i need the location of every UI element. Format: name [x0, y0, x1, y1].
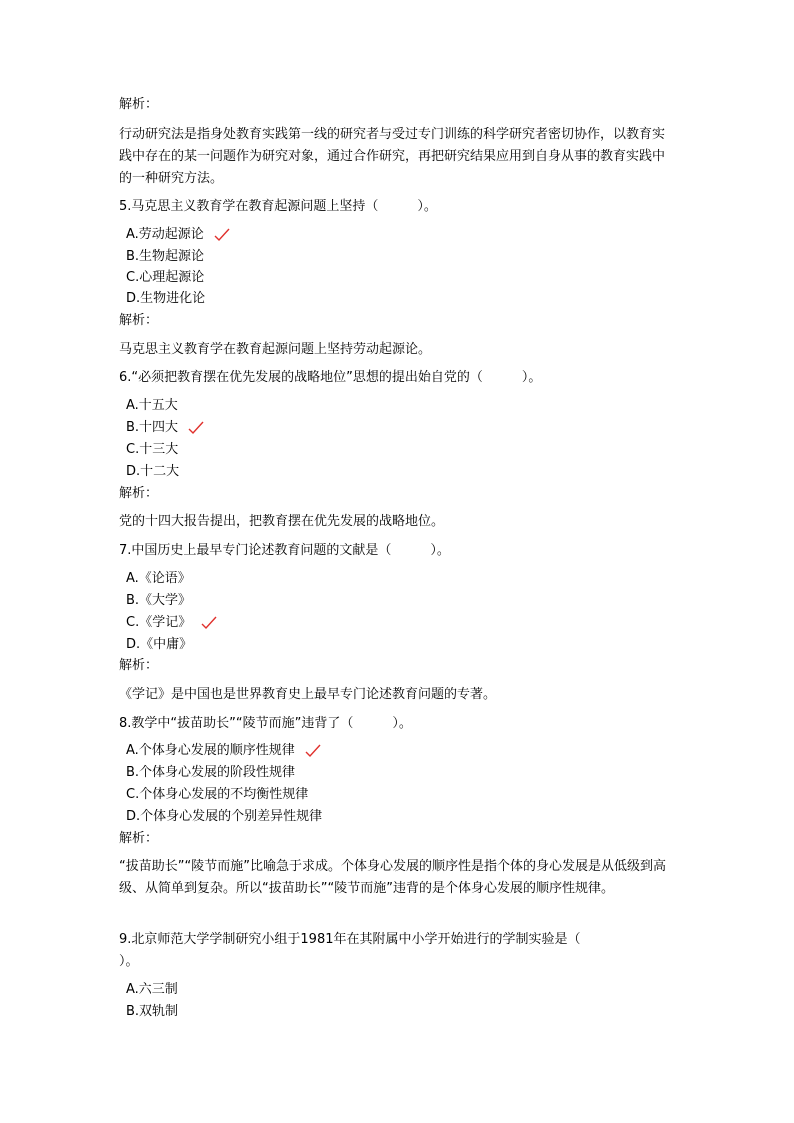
q6-option-b-text: B.十四大	[126, 420, 179, 435]
analysis-label-6: 解析：	[119, 486, 159, 501]
analysis-text-4: 行动研究法是指身处教育实践第一线的研究者与受过专门训练的科学研究者密切协作，以教育实践中存在的某一问题作为研究对象，通过合作研究，再把研究结果应用到自身从事的教育实践中的一种研究方法。	[119, 127, 666, 186]
q8-option-a	[126, 743, 321, 759]
q6-option-c: C.十三大	[126, 442, 179, 457]
q7-option-b: B.《大学》	[126, 593, 192, 608]
q9-option-b: B.双轨制	[126, 1004, 179, 1019]
question-5: 5.马克思主义教育学在教育起源问题上坚持（ ）。	[119, 199, 437, 214]
analysis-text-7: 《学记》是中国也是世界教育史上最早专门论述教育问题的专著。	[119, 687, 497, 702]
analysis-label-4: 解析：	[119, 97, 159, 112]
question-6: 6.“必须把教育摆在优先发展的战略地位”思想的提出始自党的（ ）。	[119, 370, 542, 385]
q5-option-d: D.生物进化论	[126, 291, 206, 306]
q9-option-a: A.六三制	[126, 982, 178, 997]
q8-option-d: D.个体身心发展的个别差异性规律	[126, 809, 323, 824]
q5-option-a	[126, 227, 230, 243]
question-9-line-1: 9.北京师范大学学制研究小组于1981年在其附属中小学开始进行的学制实验是（	[119, 932, 581, 947]
checkmark-icon	[201, 616, 217, 630]
analysis-text-8: “拔苗助长”“陵节而施”比喻急于求成。个体身心发展的顺序性是指个体的身心发展是从低级到高级、从简单到复杂。所以“拔苗助长”“陵节而施”违背的是个体身心发展的顺序性规律。	[119, 859, 666, 896]
checkmark-icon	[214, 228, 230, 242]
checkmark-icon	[305, 744, 321, 758]
analysis-label-8: 解析：	[119, 831, 159, 846]
checkmark-icon	[188, 421, 204, 435]
q7-option-a: A.《论语》	[126, 571, 191, 586]
q7-option-d: D.《中庸》	[126, 637, 193, 652]
q8-option-b: B.个体身心发展的阶段性规律	[126, 765, 296, 780]
q7-option-c-text: C.《学记》	[126, 615, 192, 630]
q8-option-c: C.个体身心发展的不均衡性规律	[126, 787, 309, 802]
q5-option-c: C.心理起源论	[126, 270, 205, 285]
q5-option-a-text: A.劳动起源论	[126, 227, 204, 242]
analysis-label-7: 解析：	[119, 658, 159, 673]
q6-option-a: A.十五大	[126, 398, 178, 413]
q6-option-d: D.十二大	[126, 464, 180, 479]
q6-option-b	[126, 420, 204, 436]
q7-option-c	[126, 615, 217, 631]
question-7: 7.中国历史上最早专门论述教育问题的文献是（ ）。	[119, 543, 450, 558]
analysis-text-6: 党的十四大报告提出，把教育摆在优先发展的战略地位。	[119, 514, 445, 529]
q8-option-a-text: A.个体身心发展的顺序性规律	[126, 743, 295, 758]
q5-option-b: B.生物起源论	[126, 249, 205, 264]
analysis-text-5: 马克思主义教育学在教育起源问题上坚持劳动起源论。	[119, 342, 432, 357]
question-9-line-2: ）。	[119, 954, 139, 969]
question-8: 8.教学中“拔苗助长”“陵节而施”违背了（ ）。	[119, 716, 412, 731]
analysis-label-5: 解析：	[119, 313, 159, 328]
